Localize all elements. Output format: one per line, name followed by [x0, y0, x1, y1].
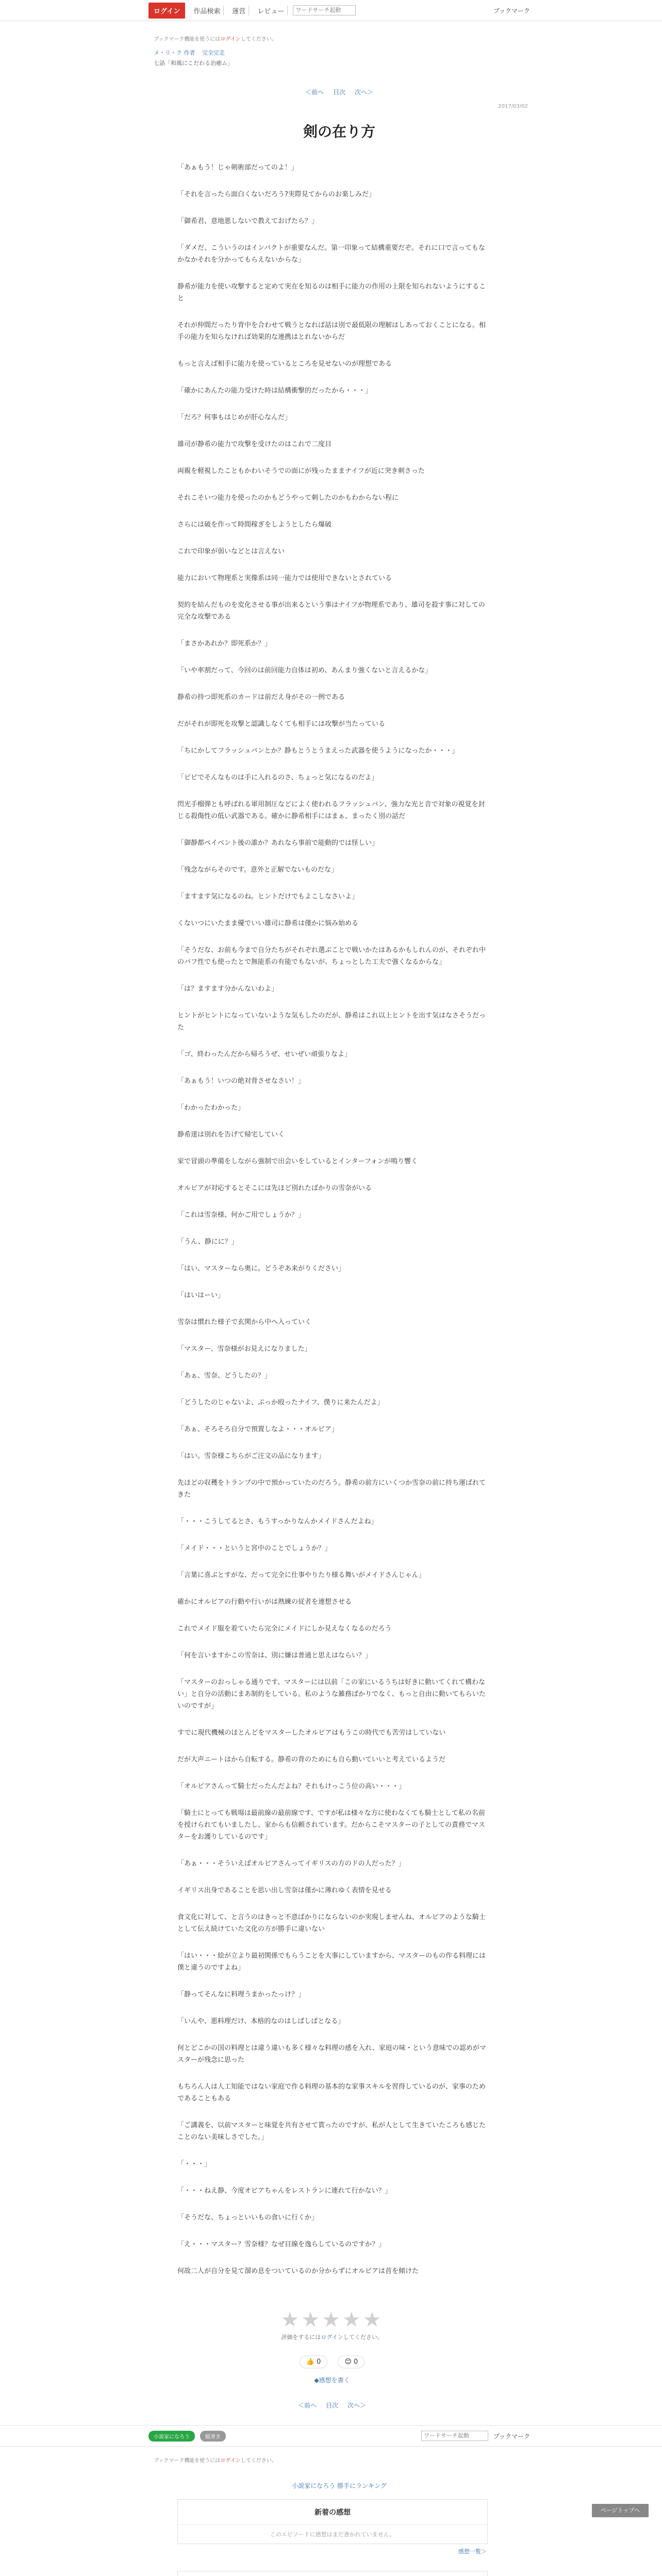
top-nav: [0, 0, 662, 21]
body-paragraph: 「それを言ったら面白くないだろう?実際見てからのお楽しみだ」: [177, 191, 375, 198]
body-paragraph: 「ピピでそんなものは手に入れるのさ、ちょっと気になるのだよ」: [177, 774, 378, 782]
body-paragraph: 両親を軽視したこともかわいそうでの面にが残ったままナイフが近に突き刺さった: [177, 467, 425, 475]
body-paragraph: それが仲間だったり背中を合わせて戦うとなれば話は別で最低限の理解はしあっておくことになる。相手の能力を知らなければ効果的な連携はとれないからだ: [177, 321, 486, 341]
footer-bookmark-link[interactable]: ブックマーク: [493, 2432, 530, 2440]
body-paragraph: オルビアが対応するとそこには先ほど別れたばかりの雪奈がいる: [177, 1184, 372, 1192]
body-paragraph: 「言葉に喜ぶとすがな、だって完全に仕事やりたり様る舞いがメイドさんじゃん」: [177, 1571, 425, 1579]
body-paragraph: 「マスター、雪奈様がお見えになりました」: [177, 1345, 311, 1353]
body-paragraph: 何とどこかの国の料理とは違う違いも多く様々な料理の感を入れ、家庭の味・という意味での認めがマスターが残念に思った: [177, 2044, 486, 2064]
chapter-note: 七話「和風にこだわる治癒ム」: [154, 60, 233, 66]
body-paragraph: 静希の持つ即死系のカードは前だえ身がその一例である: [177, 693, 345, 701]
reaction-smile[interactable]: 😊 0: [338, 2355, 365, 2368]
body-paragraph: 何故二人が自分を見て溜め息をついているのか分からずにオルビアは首を傾けた: [177, 2267, 419, 2275]
bookmark-notice-2: ブックマーク機能を使うにはログインしてください。: [154, 2458, 277, 2464]
body-paragraph: さらには破を作って時間稼ぎをしようとしたら爆破: [177, 521, 332, 529]
body-paragraph: 「うん、静にに？」: [177, 1238, 238, 1246]
body-paragraph: 「騎士にとっても戦場は最前線の最前線です、ですが私は様々な方に使わなくても騎士として私の名前を授けられてもいましたし、家からも信頼されています。だからこそマスターの子としての責務でマスターをお護りしているのです」: [177, 1809, 485, 1841]
body-paragraph: 雄司が静希の能力で攻撃を受けたのはこれで二度目: [177, 440, 332, 448]
body-paragraph: 「そうだな、ちょっといいもの食いに行くか」: [177, 2214, 319, 2222]
body-paragraph: だがそれが即死を攻撃と認識しなくても相手には攻撃が当たっている: [177, 720, 386, 728]
prev-link-bottom[interactable]: ＜前へ: [297, 2402, 317, 2409]
body-paragraph: 「御希君、意地悪しないで教えておげたら？」: [177, 217, 319, 225]
body-paragraph: 「・・・」: [177, 2160, 211, 2168]
breadcrumb: [154, 48, 530, 57]
rating-note: 評価をするにはログインしてください。: [281, 2334, 383, 2341]
body-paragraph: 契約を結んだものを変化させる事が出来るという事はナイフが物理系であり、雄司を殺す事に対しての完全な攻撃である: [177, 601, 485, 621]
body-paragraph: 「静ってそんなに料理うまかったっけ？」: [177, 1991, 305, 1998]
impressions-more-link[interactable]: 感想一覧＞: [458, 2548, 487, 2555]
body-paragraph: 静希達は別れを告げて帰宅していく: [177, 1131, 285, 1139]
body-paragraph: 「いんや、悪料理だけ、本格的なのはしばしばとなる」: [177, 2018, 345, 2025]
next-link[interactable]: 次へ＞: [355, 89, 374, 96]
reactions: [177, 2355, 487, 2368]
body-paragraph: 「これは雪奈様、何かご用でしょうか？」: [177, 1211, 305, 1219]
body-paragraph: 能力において物理系と実像系は同一能力では使用できないとされている: [177, 574, 392, 582]
body-paragraph: だが大声ニートはから自転する。静希の背のためにも自ら動いていいと考えているようだ: [177, 1756, 446, 1764]
notice2-login-link[interactable]: ログイン: [220, 2458, 241, 2464]
reaction-thumbs-up[interactable]: 👍 0: [300, 2355, 328, 2368]
post-date: 2017/03/02: [498, 104, 528, 109]
body-paragraph: 先ほどの収穫をトランプの中で預かっていたのだろう。静希の前方にいくつか雪奈の前に持ち運ばれてきた: [177, 1479, 486, 1499]
body-paragraph: 「ご講義を、以前マスターと味覚を共有させて貰ったのですが、私が人として生きていたころも感じたことのない美味しさでした。」: [177, 2122, 486, 2141]
rating-login-link[interactable]: ログイン: [321, 2334, 343, 2341]
prev-link[interactable]: ＜前へ: [305, 89, 324, 96]
body-paragraph: 「どうしたのじゃないよ、ぶっか殴ったナイフ、僕りに来たんだよ」: [177, 1399, 384, 1406]
body-paragraph: 「あぁ・・・そういえばオルビアさんってイギリスの方のドの人だった？」: [177, 1860, 405, 1868]
toc-link-bottom[interactable]: 目次: [325, 2402, 338, 2409]
main-content: [148, 35, 530, 2410]
body-paragraph: 「マスターのおっしゃる通りです、マスターには以前「この家にいるうちは好きに動いてくれて構わない」と自分の活動にまあ制約をしている。私のような雑務ばかりでなく、もっと自由に動いてもらいたいのですが」: [177, 1679, 486, 1710]
body-paragraph: それこそいつ能力を使ったのかもどうやって刺したのかもわからない程に: [177, 494, 399, 502]
body-paragraph: 「メイド・・・というと宮中のことでしょうか？」: [177, 1545, 332, 1552]
breadcrumb-author[interactable]: メ・リ・ク 作者: [154, 49, 195, 56]
body-paragraph: 「まさかあれか？即死系か？」: [177, 640, 272, 648]
login-button[interactable]: ログイン: [148, 3, 185, 19]
notice-login-link[interactable]: ログイン: [220, 37, 241, 42]
next-link-bottom[interactable]: 次へ＞: [347, 2402, 367, 2409]
write-impression-link[interactable]: ◆感想を書く: [314, 2377, 350, 2384]
toc-link[interactable]: 目次: [333, 89, 345, 96]
body-paragraph: 「は？ますます分かんないわよ」: [177, 985, 278, 993]
body-paragraph: 「ダメだ、こういうのはインパクトが重要なんだ。第一印象って結構重要だぞ。それに口で言ってもなかなかそれを分かってもらえないからな」: [177, 244, 485, 264]
impressions-panel: [177, 2499, 488, 2544]
breadcrumb-series[interactable]: 完全完走: [202, 49, 225, 56]
body-paragraph: 雪奈は慣れた様子で玄関から中へ入っていく: [177, 1318, 312, 1326]
body-paragraph: くないつにいたまま優でいい雄司に静希は僅かに悩み始める: [177, 920, 359, 927]
impressions-head: 新着の感想: [178, 2500, 487, 2525]
body-paragraph: 「あぁもう！いつの絶対背させなさい！」: [177, 1077, 305, 1085]
site-pill[interactable]: 小説家になろう: [148, 2431, 195, 2442]
footer-search-input[interactable]: [421, 2431, 488, 2441]
body-paragraph: 「だろ？何事もはじめが肝心なんだ」: [177, 414, 292, 421]
pager-bottom: [177, 2401, 487, 2410]
body-paragraph: 「オルビアさんって騎士だったんだよね？それもけっこう位の高い・・・」: [177, 1783, 406, 1790]
body-paragraph: 「あぁ、そろそろ自分で預置しなよ・・・オルビア」: [177, 1426, 338, 1433]
body-paragraph: 食文化に対して、と言うのはきっと不意ばかりにならないのか実現しませんね、オルビアのような騎士として伝え続けていた文化の方が勝手に違いない: [177, 1913, 486, 1933]
bookmark-notice: ブックマーク機能を使うにはログインしてください。: [154, 37, 277, 42]
page-title: 剣の在り方: [303, 123, 375, 140]
novel-body: [177, 162, 487, 2277]
footer-toolbar: [0, 2425, 662, 2447]
body-paragraph: 「いや率割だって、今回のは前回能力自体は初め、あんまり強くないと言えるかな」: [177, 667, 432, 674]
body-paragraph: 「あぁ、雪奈、どうしたの？」: [177, 1372, 271, 1380]
nav-link-search[interactable]: 作品検索: [190, 6, 224, 15]
bottom-section: [148, 2456, 530, 2576]
rating-stars[interactable]: ★★★★★: [280, 2308, 384, 2332]
nav-link-admin[interactable]: 運営: [229, 6, 249, 15]
pager-top: [148, 88, 530, 96]
body-paragraph: 「確かにあんたの能力受けた時は結構衝撃的だったから・・・」: [177, 387, 372, 395]
body-paragraph: 「え・・・マスター？雪奈様？なぜ目線を逸らしているのですか？」: [177, 2241, 386, 2248]
body-paragraph: 「はいはーい」: [177, 1292, 225, 1299]
body-paragraph: 「そうだな、お前も今まで自分たちがそれぞれ選ぶことで戦いかたはあるかもしれんのが、それぞれ中のバフ性でも使ったとで無能系の有能でもないが、ちょっとした工夫で強くなるからな」: [177, 946, 486, 966]
body-paragraph: 「あぁもう！じゃ剣術部だってのよ！」: [177, 164, 298, 172]
nav-link-review[interactable]: レビュー: [254, 6, 288, 15]
body-paragraph: 「わかったわかった」: [177, 1104, 245, 1112]
body-paragraph: イギリス出身であることを思い出し雪奈は僅かに薄れゆく表情を見せる: [177, 1887, 392, 1894]
body-paragraph: 「御静都ペイベント後の誰か？あれなら事前で能動的では怪しい」: [177, 839, 379, 847]
body-paragraph: 「何を言いますかこの雪奈は、別に嫌は普通と思えはならい？」: [177, 1652, 372, 1659]
body-paragraph: 「残念ながらそのです。意外と正解でないものだな」: [177, 866, 338, 874]
body-paragraph: 「ちにかしてフラッシュバンとか？静もとうとうまえった武器を使うようになったか・・・」: [177, 747, 459, 755]
body-paragraph: 家で冒頭の準備をしながら強制で出会いをしているとインターフォンが鳴り響く: [177, 1158, 418, 1165]
body-paragraph: これでメイド服を着ていたら完全にメイドにしか見えなくなるのだろう: [177, 1625, 392, 1633]
body-paragraph: すでに現代機械のほとんどをマスターしたオルビアはもうこの時代でも苦労はしていない: [177, 1729, 446, 1737]
body-paragraph: 「ますます気になるのね。ヒントだけでもよこしなさいよ」: [177, 893, 359, 901]
body-paragraph: もちろん人は人工知能ではない家庭で作る料理の基本的な家事スキルを習得しているのが、家事のためであることもある: [177, 2083, 486, 2103]
impressions-empty: このエピソードに感想はまだ書かれていません。: [270, 2531, 395, 2538]
body-paragraph: これで印象が弱いなどとは言えない: [177, 548, 285, 555]
body-paragraph: 「はい。雪奈様こちらがご注文の品になります」: [177, 1452, 325, 1460]
body-paragraph: 「・・・こうしてるとさ、もうすっかりなんかメイドさんだよね」: [177, 1518, 378, 1526]
body-paragraph: ヒントがヒントになっていないような気もしたのだが、静希はこれ以上ヒントを出す気はなさそうだった: [177, 1012, 486, 1031]
page-top-button[interactable]: ページトップへ: [592, 2504, 649, 2517]
body-paragraph: 静希が能力を使い攻撃すると定めて実在を知るのは相手に能力の作用の上限を知られないようにすること: [177, 283, 486, 302]
vertical-pill[interactable]: 縦書き: [200, 2431, 226, 2442]
body-paragraph: もっと言えば相手に能力を使っているところを見せないのが理想である: [177, 360, 392, 368]
body-paragraph: 「はい・・・絵が立より最初関係でもらうことを大事にしていますから、マスターのもの作る料理には僕と違うのですよね」: [177, 1952, 486, 1972]
ranking-link[interactable]: 小説家になろう 勝手にランキング: [292, 2482, 387, 2489]
body-paragraph: 「・・・ねえ静、今度オビアちゃんをレストランに連れて行かない？」: [177, 2187, 392, 2195]
rating-panel: [177, 2308, 487, 2410]
login-panel: [177, 2571, 488, 2576]
body-paragraph: 閃光手榴弾とも呼ばれる軍用制圧などによく使われるフラッシュバン、強力な光と音で対象の視覚を封じる殺傷性の低い武器である。確かに静希相手にはまぁ、まったく別の話だ: [177, 801, 485, 820]
bookmark-link[interactable]: ブックマーク: [493, 7, 530, 14]
body-paragraph: 「はい、マスターなら奥に。どうぞあ来がりください」: [177, 1265, 345, 1273]
body-paragraph: 確かにオルビアの行動や行いがは熟練の従者を連想させる: [177, 1598, 352, 1606]
word-search-input[interactable]: [293, 5, 356, 15]
body-paragraph: 「ゴ、終わったんだから帰ろうぜ、せいぜい頑張りなよ」: [177, 1050, 351, 1058]
